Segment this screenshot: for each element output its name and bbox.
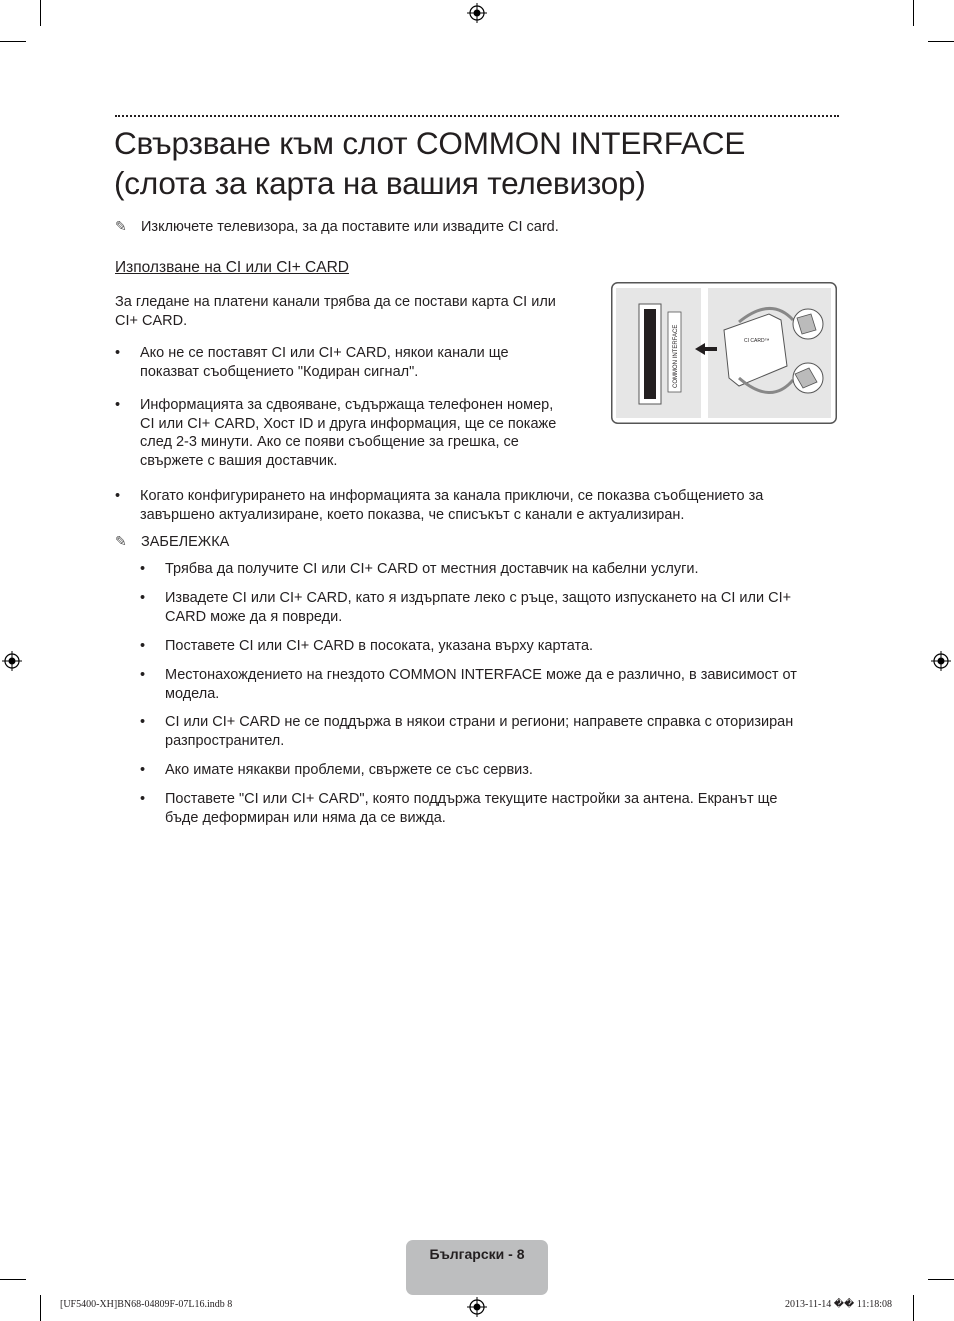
list-item-line: свържете с вашия доставчик. bbox=[140, 452, 338, 469]
list-item-line: бъде деформиран или няма да се вижда. bbox=[165, 809, 446, 826]
list-item-line: показват съобщението "Кодиран сигнал". bbox=[140, 363, 419, 380]
section-paragraph bbox=[115, 293, 556, 330]
paragraph-line: За гледане на платени канали трябва да се постави карта CI или bbox=[115, 294, 556, 310]
list-item-line: CI или CI+ CARD, Хост ID и друга информация, ще се покаже bbox=[140, 415, 557, 432]
paragraph-line: CI+ CARD. bbox=[115, 312, 188, 329]
bullet-icon: • bbox=[140, 791, 146, 807]
bullet-icon: • bbox=[140, 667, 146, 683]
list-item-line: Извадете CI или CI+ CARD, като я издърпате леко с ръце, защото изпускането на CI или CI+ bbox=[165, 590, 792, 606]
list-item-line: Местонахождението на гнездото COMMON INTERFACE може да е различно, в зависимост от bbox=[165, 667, 797, 683]
bullet-icon: • bbox=[140, 561, 146, 577]
bullet-icon: • bbox=[115, 345, 121, 361]
list-item-line: CI или CI+ CARD не се поддържа в някои страни и региони; направете справка с оторизиран bbox=[165, 714, 794, 730]
registration-mark-icon bbox=[2, 651, 22, 671]
title-rule bbox=[115, 115, 839, 117]
registration-mark-icon bbox=[467, 3, 487, 23]
page-number-tab bbox=[406, 1240, 548, 1295]
registration-mark-icon bbox=[931, 651, 951, 671]
crop-mark bbox=[913, 1295, 914, 1321]
intro-note bbox=[115, 217, 559, 237]
list-item-line: Информацията за сдвояване, съдържаща телефонен номер, bbox=[140, 397, 554, 413]
note-heading bbox=[115, 532, 229, 552]
page-title-line-2: (слота за карта на вашия телевизор) bbox=[114, 165, 646, 201]
crop-mark bbox=[913, 0, 914, 26]
crop-mark bbox=[40, 1295, 41, 1321]
list-item-line: модела. bbox=[165, 685, 220, 702]
crop-mark bbox=[0, 1279, 26, 1280]
list-item-line: разпространител. bbox=[165, 732, 285, 749]
section-heading: Използване на CI или CI+ CARD bbox=[115, 259, 349, 276]
list-item-line: CARD може да я повреди. bbox=[165, 608, 343, 625]
intro-note-text: Изключете телевизора, за да поставите или извадите CI card. bbox=[141, 219, 559, 235]
registration-mark-icon bbox=[467, 1297, 487, 1317]
bullet-icon: • bbox=[115, 488, 121, 504]
page-title bbox=[114, 123, 854, 203]
print-slug-right: 2013-11-14 �� 11:18:08 bbox=[785, 1299, 892, 1310]
print-slug-left: [UF5400-XH]BN68-04809F-07L16.indb 8 bbox=[60, 1299, 233, 1310]
list-item-line: Поставете "CI или CI+ CARD", която поддържа текущите настройки за антена. Екранът ще bbox=[165, 791, 778, 807]
pencil-icon: ✎ bbox=[115, 218, 127, 234]
pencil-icon: ✎ bbox=[115, 533, 127, 549]
list-item-line: след 2-3 минути. Ако се появи съобщение за грешка, се bbox=[140, 434, 519, 450]
list-item-line: Ако не се поставят CI или CI+ CARD, някои канали ще bbox=[140, 345, 509, 361]
crop-mark bbox=[928, 1279, 954, 1280]
card-label: CI CARD™ bbox=[744, 338, 770, 344]
slot-label: COMMON INTERFACE bbox=[673, 324, 679, 388]
page-number-label: Български - 8 bbox=[429, 1246, 525, 1262]
bullet-icon: • bbox=[140, 714, 146, 730]
list-item-line: Когато конфигурирането на информацията за канала приключи, се показва съобщението за bbox=[140, 488, 764, 504]
ci-card-illustration bbox=[611, 282, 837, 424]
bullet-icon: • bbox=[140, 590, 146, 606]
crop-mark bbox=[40, 0, 41, 26]
list-item-line: завършено актуализиране, което показва, че списъкът с канали е актуализиран. bbox=[140, 506, 685, 523]
bullet-icon: • bbox=[140, 762, 146, 778]
bullet-icon: • bbox=[115, 397, 121, 413]
bullet-icon: • bbox=[140, 638, 146, 654]
note-label: ЗАБЕЛЕЖКА bbox=[141, 534, 230, 550]
list-item-line: Трябва да получите CI или CI+ CARD от местния доставчик на кабелни услуги. bbox=[165, 561, 699, 577]
crop-mark bbox=[928, 41, 954, 42]
page-title-line-1: Свързване към слот COMMON INTERFACE bbox=[114, 125, 746, 161]
crop-mark bbox=[0, 41, 26, 42]
list-item-line: Ако имате някакви проблеми, свържете се със сервиз. bbox=[165, 762, 533, 778]
list-item-line: Поставете CI или CI+ CARD в посоката, указана върху картата. bbox=[165, 638, 594, 654]
